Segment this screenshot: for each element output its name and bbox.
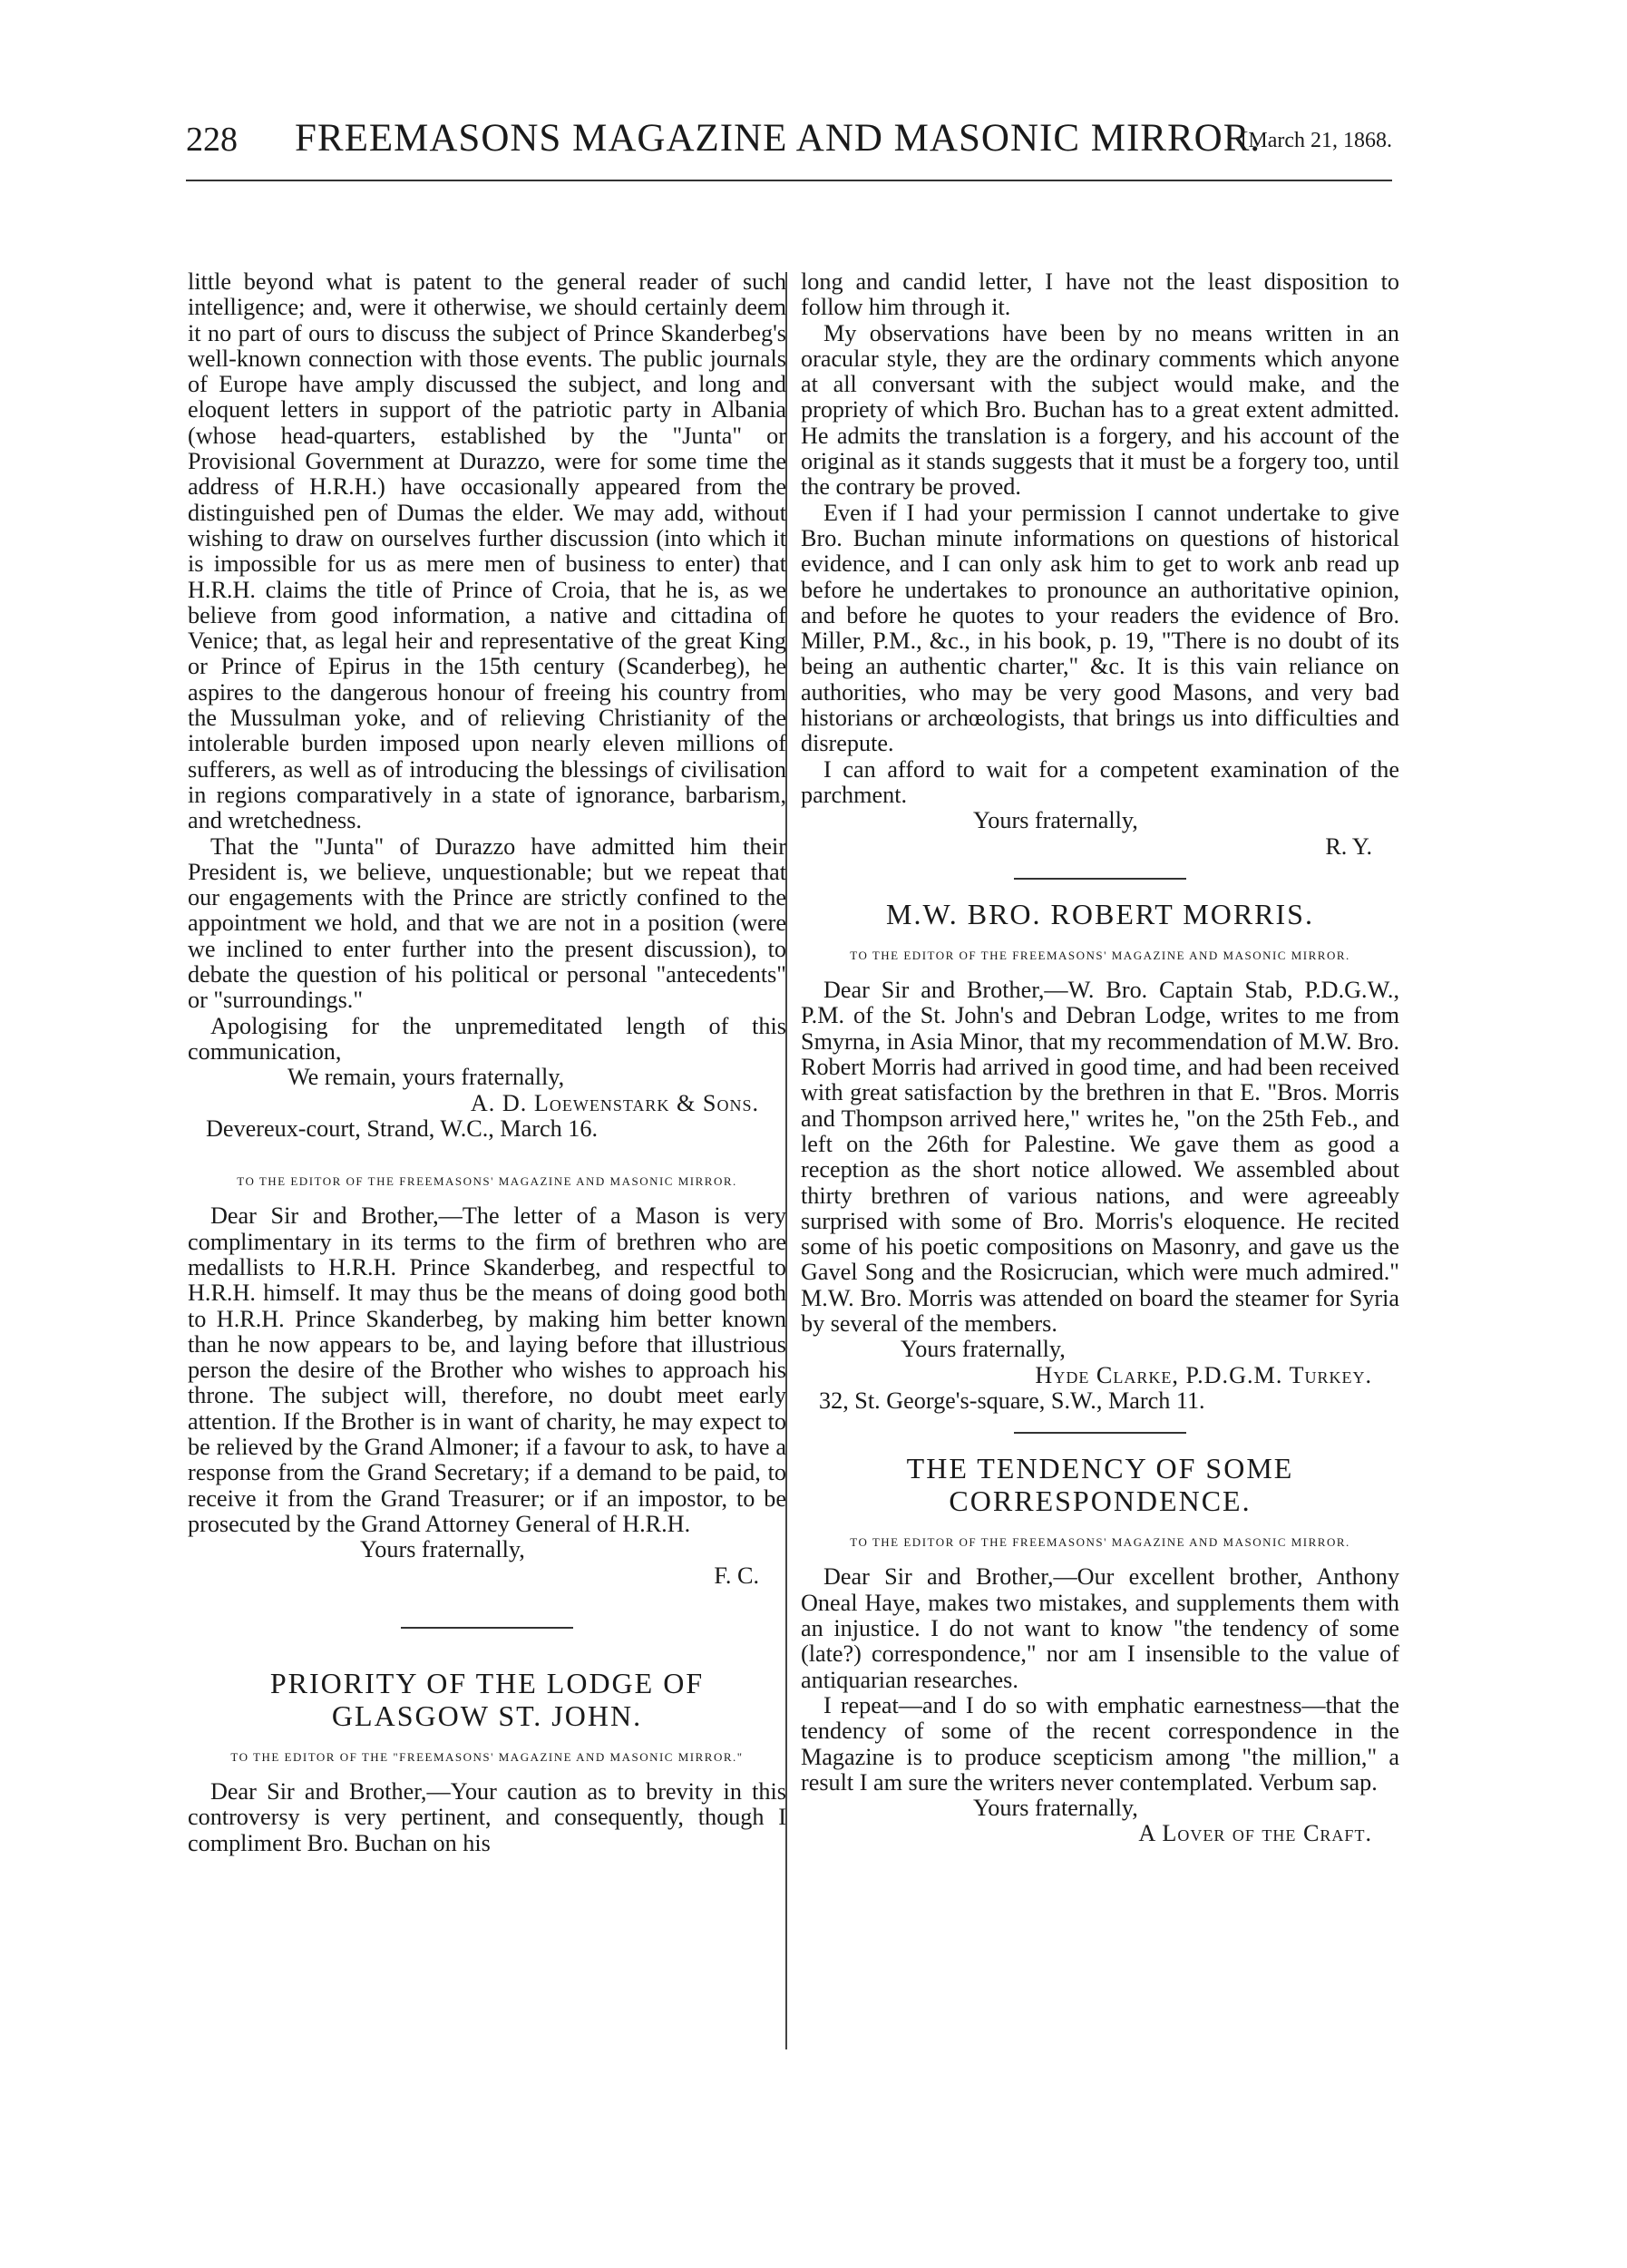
article-heading: PRIORITY OF THE LODGE OF GLASGOW ST. JOHN.	[269, 1666, 705, 1732]
editor-line: TO THE EDITOR OF THE "FREEMASONS' MAGAZINE AND MASONIC MIRROR."	[230, 1749, 744, 1764]
editor-line: TO THE EDITOR OF THE FREEMASONS' MAGAZINE AND MASONIC MIRROR.	[237, 1174, 737, 1189]
letter-closing: Yours fraternally,	[973, 807, 1138, 834]
letter-continuation: little beyond what is patent to the general reader of such intelligence; and, were it otherwise, we should certainly deem it no part of ours to discuss the subject of Prince Skanderbeg's well-known connection with those events. The public journals of Europe have amply discussed the subject, and long and eloquent letters in support of the patriotic party in Albania (whose head-quarters, established by the "Junta" or Provisional Government at Durazzo, were for some time the address of H.R.H.) have occasionally appeared from the distinguished pen of Dumas the elder. We may add, without wishing to draw on ourselves further discussion (into which it is impossible for us as mere men of business to enter) that H.R.H. claims the title of Prince of Croia, that he is, as we believe from good information, a native and cittadina of Venice; that, as legal heir and representative of the great King or Prince of Epirus in the 15th century (Scanderbeg), he aspires to the dangerous honour of freeing his country from the Mussulman yoke, and of relieving Christianity of the intolerable burden imposed upon nearly eleven millions of sufferers, as well as of introducing the blessings of civilisation in regions comparatively in a state of ignorance, barbarism, and wretchedness.	[188, 268, 786, 834]
header-rule	[186, 180, 1392, 181]
letter-signature: F. C.	[714, 1562, 759, 1589]
letter-signature: Hyde Clarke, P.D.G.M. Turkey.	[1035, 1361, 1372, 1388]
page-number: 228	[186, 121, 238, 159]
paragraph: I can afford to wait for a competent examination of the parchment.	[801, 755, 1399, 808]
paragraph: I repeat—and I do so with emphatic earnestness—that the tendency of some of the recent correspondence in the Magazine is to produce scepticism among "the million," a result I am sure the writers never contemplated. Verbum sap.	[801, 1691, 1399, 1796]
letter-body: Dear Sir and Brother,—Your caution as to brevity in this controversy is very pertinent, and consequently, though I compliment Bro. Buchan on his	[188, 1778, 786, 1856]
magazine-title: FREEMASONS MAGAZINE AND MASONIC MIRROR.	[295, 117, 1262, 160]
letter-closing: We remain, yours fraternally,	[287, 1064, 565, 1091]
page-header	[186, 116, 1392, 170]
paragraph: That the "Junta" of Durazzo have admitted him their President is, we believe, unquestionable; but we repeat that our engagements with the Prince are strictly confined to the appointment we hold, and that we are not in a position (were we inclined to enter further into the present discussion), to debate the question of his political or personal "antecedents" or "surroundings."	[188, 832, 786, 1014]
letter-address: Devereux-court, Strand, W.C., March 16.	[206, 1115, 598, 1142]
paragraph: Apologising for the unpremeditated length of this communication,	[188, 1012, 786, 1065]
paragraph: Even if I had your permission I cannot undertake to give Bro. Buchan minute informations on questions of historical evidence, and I can only ask him to get to work anb read up before he undertakes to pronounce an authoritative opinion, and before he quotes to your readers the evidence of Bro. Miller, P.M., &c., in his book, p. 19, "There is no doubt of its being an authentic charter," &c. It is this vain reliance on authorities, who may be very good Masons, and very bad historians or archœologists, that brings us into difficulties and disrepute.	[801, 499, 1399, 757]
paragraph: My observations have been by no means written in an oracular style, they are the ordinary comments which anyone at all conversant with the subject would make, and the propriety of which Bro. Buchan has to a great extent admitted. He admits the translation is a forgery, and his account of the original as it stands suggests that it must be a forgery too, until the contrary be proved.	[801, 319, 1399, 501]
editor-line: TO THE EDITOR OF THE FREEMASONS' MAGAZINE AND MASONIC MIRROR.	[850, 1535, 1350, 1550]
editor-line: TO THE EDITOR OF THE FREEMASONS' MAGAZINE AND MASONIC MIRROR.	[850, 948, 1350, 962]
letter-continuation: long and candid letter, I have not the least disposition to follow him through it.	[801, 268, 1399, 321]
section-rule	[1014, 878, 1186, 880]
article-heading: THE TENDENCY OF SOME CORRESPONDENCE.	[906, 1452, 1294, 1518]
letter-body: Dear Sir and Brother,—Our excellent brother, Anthony Oneal Haye, makes two mistakes, and supplements them with an injustice. I do not want to know "the tendency of some (late?) correspondence," nor am I insensible to the value of antiquarian researches.	[801, 1563, 1399, 1693]
letter-body: Dear Sir and Brother,—W. Bro. Captain Stab, P.D.G.W., P.M. of the St. John's and Debran Lodge, writes to me from Smyrna, in Asia Minor, that my recommendation of M.W. Bro. Robert Morris had arrived in good time, and had been received with great satisfaction by the brethren in that E. "Bros. Morris and Thompson arrived here," writes he, "on the 25th Feb., and left on the 26th for Palestine. We gave them as good a reception as the short notice allowed. We assembled about thirty brethren of various nations, and were agreeably surprised with some of Bro. Morris's eloquence. He recited some of his poetic compositions on Masonry, and gave us the Gavel Song and the Rosicrucian, which were much admired." M.W. Bro. Morris was attended on board the steamer for Syria by several of the members.	[801, 977, 1399, 1337]
right-column	[801, 269, 1399, 1847]
letter-closing: Yours fraternally,	[973, 1795, 1138, 1822]
section-rule	[1014, 1432, 1186, 1434]
left-column	[188, 269, 786, 1856]
section-rule	[401, 1627, 573, 1629]
letter-closing: Yours fraternally,	[901, 1336, 1066, 1363]
letter-signature: R. Y.	[1325, 832, 1372, 860]
issue-date: [March 21, 1868.	[1241, 129, 1392, 152]
article-heading: M.W. BRO. ROBERT MORRIS.	[886, 897, 1314, 930]
letter-signature: A Lover of the Craft.	[1138, 1820, 1372, 1847]
letter-signature: A. D. Loewenstark & Sons.	[470, 1089, 759, 1116]
letter-address: 32, St. George's-square, S.W., March 11.	[819, 1387, 1205, 1414]
letter-closing: Yours fraternally,	[360, 1536, 525, 1563]
letter-body: Dear Sir and Brother,—The letter of a Mason is very complimentary in its terms to the firm of brethren who are medallists to H.R.H. Prince Skanderbeg, and respectful to H.R.H. himself. It may thus be the means of doing good both to H.R.H. Prince Skanderbeg, by making him better known than he now appears to be, and laying before that illustrious person the desire of the Brother who wishes to approach his throne. The subject will, therefore, no doubt meet early attention. If the Brother is in want of charity, he may expect to be relieved by the Grand Almoner; if a favour to ask, to have a response from the Grand Secretary; if a demand to be paid, to receive it from the Grand Treasurer; or if an impostor, to be prosecuted by the Grand Attorney General of H.R.H.	[188, 1202, 786, 1537]
